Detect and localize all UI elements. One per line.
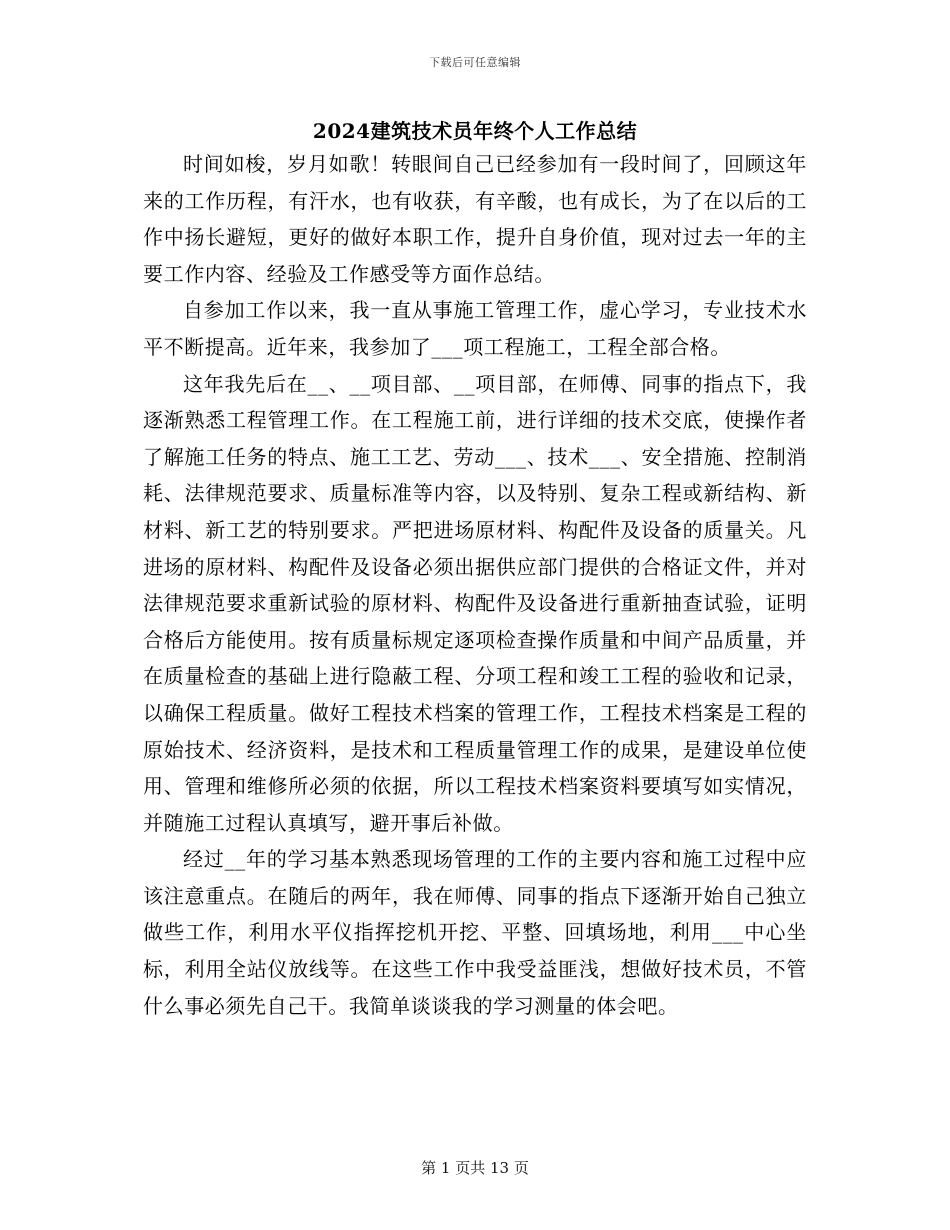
paragraph-1: 时间如梭，岁月如歌！转眼间自己已经参加有一段时间了，回顾这年来的工作历程，有汗水，也有收获，有辛酸，也有成长，为了在以后的工作中扬长避短，更好的做好本职工作，提升自身价值，现对过去一年的主要工作内容、经验及工作感受等方面作总结。 (143, 152, 807, 286)
document-title: 2024建筑技术员年终个人工作总结 (312, 119, 638, 143)
paragraph-3: 这年我先后在__、__项目部、__项目部，在师傅、同事的指点下，我逐渐熟悉工程管理工作。在工程施工前，进行详细的技术交底，使操作者了解施工任务的特点、施工工艺、劳动___、技术___、安全措施、控制消耗、法律规范要求、质量标准等内容，以及特别、复杂工程或新结构、新材料、新工艺的特别要求。严把进场原材料、构配件及设备的质量关。凡进场的原材料、构配件及设备必须出据供应部门提供的合格证文件，并对法律规范要求重新试验的原材料、构配件及设备进行重新抽查试验，证明合格后方能使用。按有质量标规定逐项检查操作质量和中间产品质量，并在质量检查的基础上进行隐蔽工程、分项工程和竣工工程的验收和记录，以确保工程质量。做好工程技术档案的管理工作，工程技术档案是工程的原始技术、经济资料，是技术和工程质量管理工作的成果，是建设单位使用、管理和维修所必须的依据，所以工程技术档案资料要填写如实情况，并随施工过程认真填写，避开事后补做。 (143, 371, 807, 835)
paragraph-2: 自参加工作以来，我一直从事施工管理工作，虚心学习，专业技术水平不断提高。近年来，我参加了___项工程施工，工程全部合格。 (143, 298, 807, 359)
page-number: 第 1 页共 13 页 (421, 1159, 529, 1177)
header-note: 下载后可任意编辑 (429, 56, 521, 69)
document-body (143, 146, 807, 1024)
paragraph-4: 经过__年的学习基本熟悉现场管理的工作的主要内容和施工过程中应该注意重点。在随后的两年，我在师傅、同事的指点下逐渐开始自己独立做些工作，利用水平仪指挥挖机开挖、平整、回填场地，利用___中心坐标，利用全站仪放线等。在这些工作中我受益匪浅，想做好技术员，不管什么事必须先自己干。我简单谈谈我的学习测量的体会吧。 (143, 847, 807, 1018)
